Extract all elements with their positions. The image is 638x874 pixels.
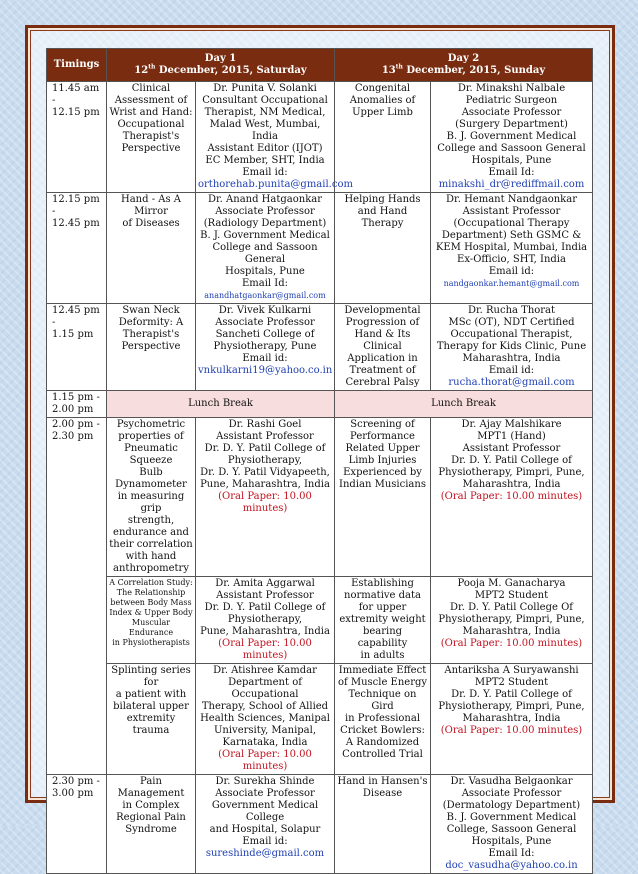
text-line: Maharashtra, India bbox=[462, 626, 561, 637]
topic-cell bbox=[335, 82, 431, 193]
email-link[interactable]: rucha.thorat@gmail.com bbox=[448, 377, 575, 388]
text-line: Therapist, NM Medical, bbox=[204, 107, 326, 118]
text-line: College and Sassoon General bbox=[212, 242, 318, 265]
text-line: Dr. Rashi Goel bbox=[228, 419, 302, 430]
text-line: bilateral upper bbox=[113, 701, 189, 712]
text-line: Related Upper bbox=[345, 443, 420, 454]
text-line: Assistant Professor bbox=[216, 431, 314, 442]
text-line: Email Id: bbox=[488, 848, 535, 859]
text-line: MPT1 (Hand) bbox=[477, 431, 546, 442]
text-line: Establishing bbox=[351, 578, 414, 589]
speaker-cell bbox=[196, 577, 335, 664]
text-line: Wrist and Hand: bbox=[109, 107, 193, 118]
text-line: Email id: bbox=[242, 167, 288, 178]
text-line: Indian Musicians bbox=[339, 479, 426, 490]
speaker-cell bbox=[196, 304, 335, 391]
text-line: Associate Professor bbox=[215, 317, 315, 328]
table-row bbox=[47, 775, 593, 874]
table-row bbox=[47, 664, 593, 775]
time-cell bbox=[47, 304, 107, 391]
text-line: Syndrome bbox=[125, 824, 177, 835]
text-line: Dr. Atishree Kamdar bbox=[213, 665, 317, 676]
text-line: of Muscle Energy bbox=[337, 677, 428, 688]
text-line: Clinical bbox=[131, 83, 171, 94]
time-cell bbox=[47, 391, 107, 418]
text-line: 2.30 pm bbox=[52, 431, 94, 442]
speaker-cell bbox=[196, 82, 353, 193]
text-line: Therapist's bbox=[122, 131, 180, 142]
text-line: Hospitals, Pune bbox=[225, 266, 305, 277]
text-line: Screening of bbox=[350, 419, 415, 430]
speaker-cell bbox=[196, 193, 335, 304]
speaker-cell bbox=[431, 418, 593, 577]
text-line: Anomalies of bbox=[349, 95, 416, 106]
text-line: Health Sciences, Manipal bbox=[200, 713, 330, 724]
table-row bbox=[47, 418, 593, 577]
text-line: Pune, Maharashtra, India bbox=[200, 479, 330, 490]
text-line: Splinting series for bbox=[111, 665, 191, 688]
text-line: Email Id: bbox=[241, 278, 289, 289]
schedule-table bbox=[46, 48, 593, 874]
text-line: Helping Hands bbox=[344, 194, 421, 205]
text-line: Swan Neck bbox=[122, 305, 180, 316]
text-line: Muscular Endurance bbox=[128, 618, 174, 637]
text-line: Treatment of bbox=[349, 365, 416, 376]
text-line: Cerebral Palsy bbox=[345, 377, 420, 388]
topic-cell bbox=[107, 418, 196, 577]
text-line: Physiotherapy, bbox=[227, 614, 303, 625]
text-line: Physiotherapy, Pimpri, Pune, bbox=[438, 701, 585, 712]
time-cell bbox=[47, 193, 107, 304]
timings-header: Timings bbox=[47, 49, 107, 82]
text-line: Associate Professor bbox=[215, 206, 315, 217]
text-line: Email Id: bbox=[488, 167, 535, 178]
text-line: Index & Upper Body bbox=[109, 608, 193, 617]
text-line: Dr. Punita V. Solanki bbox=[213, 83, 317, 94]
text-line: Dr. D. Y. Patil College of bbox=[451, 689, 572, 700]
text-line: Regional Pain bbox=[116, 812, 186, 823]
text-line: Dr. D. Y. Patil College of bbox=[204, 602, 326, 613]
text-line: 12.45 pm bbox=[52, 218, 100, 229]
text-line: A Randomized bbox=[345, 737, 420, 748]
text-line: Maharashtra, India bbox=[462, 713, 561, 724]
text-line: Cricket Bowlers: bbox=[340, 725, 425, 736]
oral-paper-note: (Oral Paper: 10.00 minutes) bbox=[440, 725, 583, 736]
text-line: Therapy for Kids Clinic, Pune bbox=[436, 341, 587, 352]
text-line: Dr. Vasudha Belgaonkar bbox=[450, 776, 573, 787]
text-line: Assistant Professor bbox=[216, 590, 314, 601]
text-line: A Correlation Study: bbox=[109, 578, 193, 587]
topic-cell bbox=[335, 418, 431, 577]
email-link[interactable]: sureshinde@gmail.com bbox=[205, 848, 325, 859]
text-line: Assistant Editor (IJOT) bbox=[207, 143, 323, 154]
topic-cell bbox=[107, 775, 196, 874]
lunch-break-day2: Lunch Break bbox=[335, 391, 593, 418]
text-line: in measuring grip bbox=[117, 491, 185, 514]
text-line: EC Member, SHT, India bbox=[205, 155, 325, 166]
text-line: Pooja M. Ganacharya bbox=[457, 578, 566, 589]
topic-cell bbox=[107, 82, 196, 193]
text-line: MPT2 Student bbox=[474, 590, 549, 601]
day1-date: 12th December, 2015, Saturday bbox=[134, 63, 307, 76]
text-line: Email id: bbox=[242, 836, 288, 847]
text-line: Dr. D. Y. Patil College of bbox=[204, 443, 326, 454]
text-line: Hand in Hansen's bbox=[337, 776, 428, 787]
topic-cell bbox=[335, 193, 431, 304]
text-line: Pneumatic Squeeze bbox=[124, 443, 178, 466]
text-line: for upper bbox=[358, 602, 407, 613]
text-line: Assistant Professor bbox=[462, 443, 561, 454]
text-line: Hand & Its Clinical bbox=[354, 329, 411, 352]
text-line: Progression of bbox=[345, 317, 420, 328]
text-line: Dr. Hemant Nandgaonkar bbox=[446, 194, 577, 205]
topic-cell bbox=[107, 664, 196, 775]
text-line: Dr. Minakshi Nalbale bbox=[457, 83, 566, 94]
text-line: Physiotherapy, Pune bbox=[213, 341, 317, 352]
text-line: a patient with bbox=[115, 689, 187, 700]
text-line: Hospitals, Pune bbox=[471, 155, 552, 166]
text-line: Therapy, School of Allied bbox=[201, 701, 329, 712]
text-line: Associate Professor bbox=[215, 788, 315, 799]
text-line: Ex-Officio, SHT, India bbox=[457, 254, 566, 265]
text-line: Therapy bbox=[361, 218, 404, 229]
email-link[interactable]: vnkulkarni19@yahoo.co.in bbox=[198, 365, 333, 376]
text-line: Performance bbox=[350, 431, 415, 442]
speaker-cell bbox=[196, 664, 335, 775]
text-line: Dr. Vivek Kulkarni bbox=[218, 305, 312, 316]
text-line: and Hand bbox=[357, 206, 408, 217]
speaker-cell bbox=[431, 304, 593, 391]
text-line: in adults bbox=[360, 650, 405, 661]
topic-cell bbox=[335, 775, 431, 874]
topic-cell bbox=[107, 304, 196, 391]
text-line: Therapist's bbox=[122, 329, 180, 340]
text-line: Email id: bbox=[242, 353, 288, 364]
text-line: B. J. Government Medical bbox=[200, 230, 330, 241]
email-link[interactable]: minakshi_dr@rediffmail.com bbox=[438, 179, 585, 190]
text-line: 1.15 pm bbox=[52, 329, 94, 340]
text-line: Karnataka, India bbox=[222, 737, 308, 748]
text-line: Disease bbox=[362, 788, 403, 799]
text-line: B. J. Government Medical bbox=[446, 812, 577, 823]
time-cell bbox=[47, 82, 107, 193]
topic-cell bbox=[335, 577, 431, 664]
text-line: Occupational bbox=[117, 119, 185, 130]
text-line: and Hospital, Solapur bbox=[209, 824, 321, 835]
day2-label: Day 2 bbox=[447, 53, 480, 64]
text-line: Department of Occupational bbox=[228, 677, 302, 700]
text-line: Pain Management bbox=[117, 776, 185, 799]
text-line: (Occupational Therapy bbox=[453, 218, 570, 229]
text-line: Immediate Effect bbox=[338, 665, 427, 676]
text-line: Antariksha A Suryawanshi bbox=[444, 665, 579, 676]
text-line: Congenital bbox=[354, 83, 411, 94]
oral-paper-note: (Oral Paper: 10.00 minutes) bbox=[218, 638, 312, 661]
text-line: Dr. Anand Hatgaonkar bbox=[207, 194, 323, 205]
text-line: Technique on Gird bbox=[348, 689, 417, 712]
table-row bbox=[47, 304, 593, 391]
speaker-cell bbox=[431, 193, 593, 304]
text-line: in Complex bbox=[122, 800, 180, 811]
text-line: Maharashtra, India bbox=[462, 479, 561, 490]
text-line: 12.15 pm bbox=[52, 107, 100, 118]
text-line: extremity trauma bbox=[126, 713, 176, 736]
email-link[interactable]: nandgaonkar.hemant@gmail.com bbox=[443, 279, 580, 288]
text-line: Dr. D. Y. Patil Vidyapeeth, bbox=[200, 467, 330, 478]
text-line: strength, bbox=[127, 515, 175, 526]
text-line: Hand - As A Mirror bbox=[120, 194, 181, 217]
text-line: Occupational Therapist, bbox=[450, 329, 573, 340]
text-line: College, Sassoon General bbox=[446, 824, 577, 835]
text-line: 11.45 am - bbox=[52, 83, 100, 106]
text-line: 2.00 pm bbox=[52, 404, 94, 415]
text-line: Associate Professor bbox=[461, 107, 562, 118]
oral-paper-note: (Oral Paper: 10.00 minutes) bbox=[440, 638, 583, 649]
text-line: of Diseases bbox=[122, 218, 180, 229]
text-line: 2.30 pm - bbox=[52, 776, 100, 787]
text-line: Bulb Dynamometer bbox=[115, 467, 187, 490]
text-line: University, Manipal, bbox=[213, 725, 317, 736]
oral-paper-note: (Oral Paper: 10.00 minutes) bbox=[218, 749, 312, 772]
speaker-cell bbox=[196, 418, 335, 577]
text-line: bearing capability bbox=[357, 626, 408, 649]
email-link[interactable]: anandhatgaonkar@gmail.com bbox=[204, 291, 326, 300]
text-line: normative data bbox=[344, 590, 421, 601]
text-line: (Dermatology Department) bbox=[442, 800, 581, 811]
text-line: Dr. D. Y. Patil College of bbox=[451, 455, 572, 466]
speaker-cell bbox=[196, 775, 335, 874]
text-line: (Radiology Department) bbox=[203, 218, 327, 229]
text-line: Dr. Rucha Thorat bbox=[467, 305, 556, 316]
text-line: Malad West, Mumbai, India bbox=[209, 119, 321, 142]
schedule-page bbox=[46, 48, 592, 874]
text-line: Department) Seth GSMC & bbox=[441, 230, 582, 241]
text-line: Dr. D. Y. Patil College Of bbox=[450, 602, 573, 613]
day1-header bbox=[107, 49, 335, 82]
day1-label: Day 1 bbox=[204, 53, 237, 64]
oral-paper-note: (Oral Paper: 10.00 minutes) bbox=[440, 491, 583, 502]
header-row bbox=[47, 49, 593, 82]
text-line: 1.15 pm - bbox=[52, 392, 100, 403]
text-line: in Physiotherapists bbox=[112, 638, 190, 647]
email-link[interactable]: orthorehab.punita@gmail.com bbox=[198, 179, 353, 190]
text-line: MPT2 Student bbox=[474, 677, 549, 688]
text-line: College and Sassoon General bbox=[437, 143, 586, 154]
text-line: Government Medical College bbox=[211, 800, 319, 823]
day2-date: 13th December, 2015, Sunday bbox=[381, 63, 546, 76]
text-line: Perspective bbox=[121, 341, 181, 352]
speaker-cell bbox=[431, 664, 593, 775]
text-line: their correlation bbox=[109, 539, 193, 550]
speaker-cell bbox=[431, 775, 593, 874]
text-line: Maharashtra, India bbox=[462, 353, 561, 364]
speaker-cell bbox=[431, 82, 593, 193]
table-row bbox=[47, 82, 593, 193]
text-line: anthropometry bbox=[113, 563, 189, 574]
text-line: endurance and bbox=[113, 527, 189, 538]
topic-cell bbox=[107, 193, 196, 304]
text-line: Email id: bbox=[488, 365, 535, 376]
lunch-row bbox=[47, 391, 593, 418]
text-line: with hand bbox=[125, 551, 177, 562]
text-line: in Professional bbox=[344, 713, 421, 724]
text-line: extremity weight bbox=[339, 614, 426, 625]
text-line: Sancheti College of bbox=[215, 329, 315, 340]
speaker-cell bbox=[431, 577, 593, 664]
text-line: Pediatric Surgeon bbox=[465, 95, 558, 106]
table-row bbox=[47, 193, 593, 304]
time-cell bbox=[47, 775, 107, 874]
oral-paper-note: (Oral Paper: 10.00 minutes) bbox=[218, 491, 312, 514]
text-line: The Relationship bbox=[116, 588, 186, 597]
email-link[interactable]: doc_vasudha@yahoo.co.in bbox=[445, 860, 578, 871]
text-line: Psychometric bbox=[116, 419, 186, 430]
text-line: Physiotherapy, Pimpri, Pune, bbox=[438, 614, 585, 625]
text-line: KEM Hospital, Mumbai, India bbox=[435, 242, 588, 253]
text-line: Hospitals, Pune bbox=[471, 836, 552, 847]
text-line: Upper Limb bbox=[352, 107, 413, 118]
text-line: Controlled Trial bbox=[342, 749, 423, 760]
topic-cell bbox=[335, 304, 431, 391]
text-line: Experienced by bbox=[343, 467, 422, 478]
table-row bbox=[47, 577, 593, 664]
time-cell bbox=[47, 418, 107, 775]
text-line: Email id: bbox=[488, 266, 535, 277]
text-line: Limb Injuries bbox=[348, 455, 417, 466]
topic-cell bbox=[107, 577, 196, 664]
text-line: between Body Mass bbox=[110, 598, 192, 607]
text-line: 12.45 pm - bbox=[52, 305, 100, 328]
day2-header bbox=[335, 49, 593, 82]
text-line: 2.00 pm - bbox=[52, 419, 100, 430]
topic-cell bbox=[335, 664, 431, 775]
text-line: Dr. Amita Aggarwal bbox=[215, 578, 315, 589]
text-line: Physiotherapy, Pimpri, Pune, bbox=[438, 467, 585, 478]
text-line: Pune, Maharashtra, India bbox=[200, 626, 330, 637]
text-line: (Surgery Department) bbox=[455, 119, 568, 130]
text-line: 3.00 pm bbox=[52, 788, 94, 799]
text-line: Developmental bbox=[344, 305, 421, 316]
text-line: Deformity: A bbox=[118, 317, 184, 328]
text-line: Dr. Ajay Malshikare bbox=[461, 419, 562, 430]
text-line: properties of bbox=[118, 431, 184, 442]
text-line: Perspective bbox=[121, 143, 181, 154]
text-line: MSc (OT), NDT Certified bbox=[448, 317, 575, 328]
text-line: Assessment of bbox=[114, 95, 188, 106]
text-line: Physiotherapy, bbox=[227, 455, 303, 466]
lunch-break-day1: Lunch Break bbox=[107, 391, 335, 418]
text-line: Dr. Surekha Shinde bbox=[215, 776, 315, 787]
text-line: B. J. Government Medical bbox=[446, 131, 577, 142]
text-line: Application in bbox=[347, 353, 418, 364]
text-line: Consultant Occupational bbox=[202, 95, 328, 106]
text-line: Assistant Professor bbox=[462, 206, 561, 217]
text-line: 12.15 pm - bbox=[52, 194, 100, 217]
text-line: Associate Professor bbox=[461, 788, 562, 799]
